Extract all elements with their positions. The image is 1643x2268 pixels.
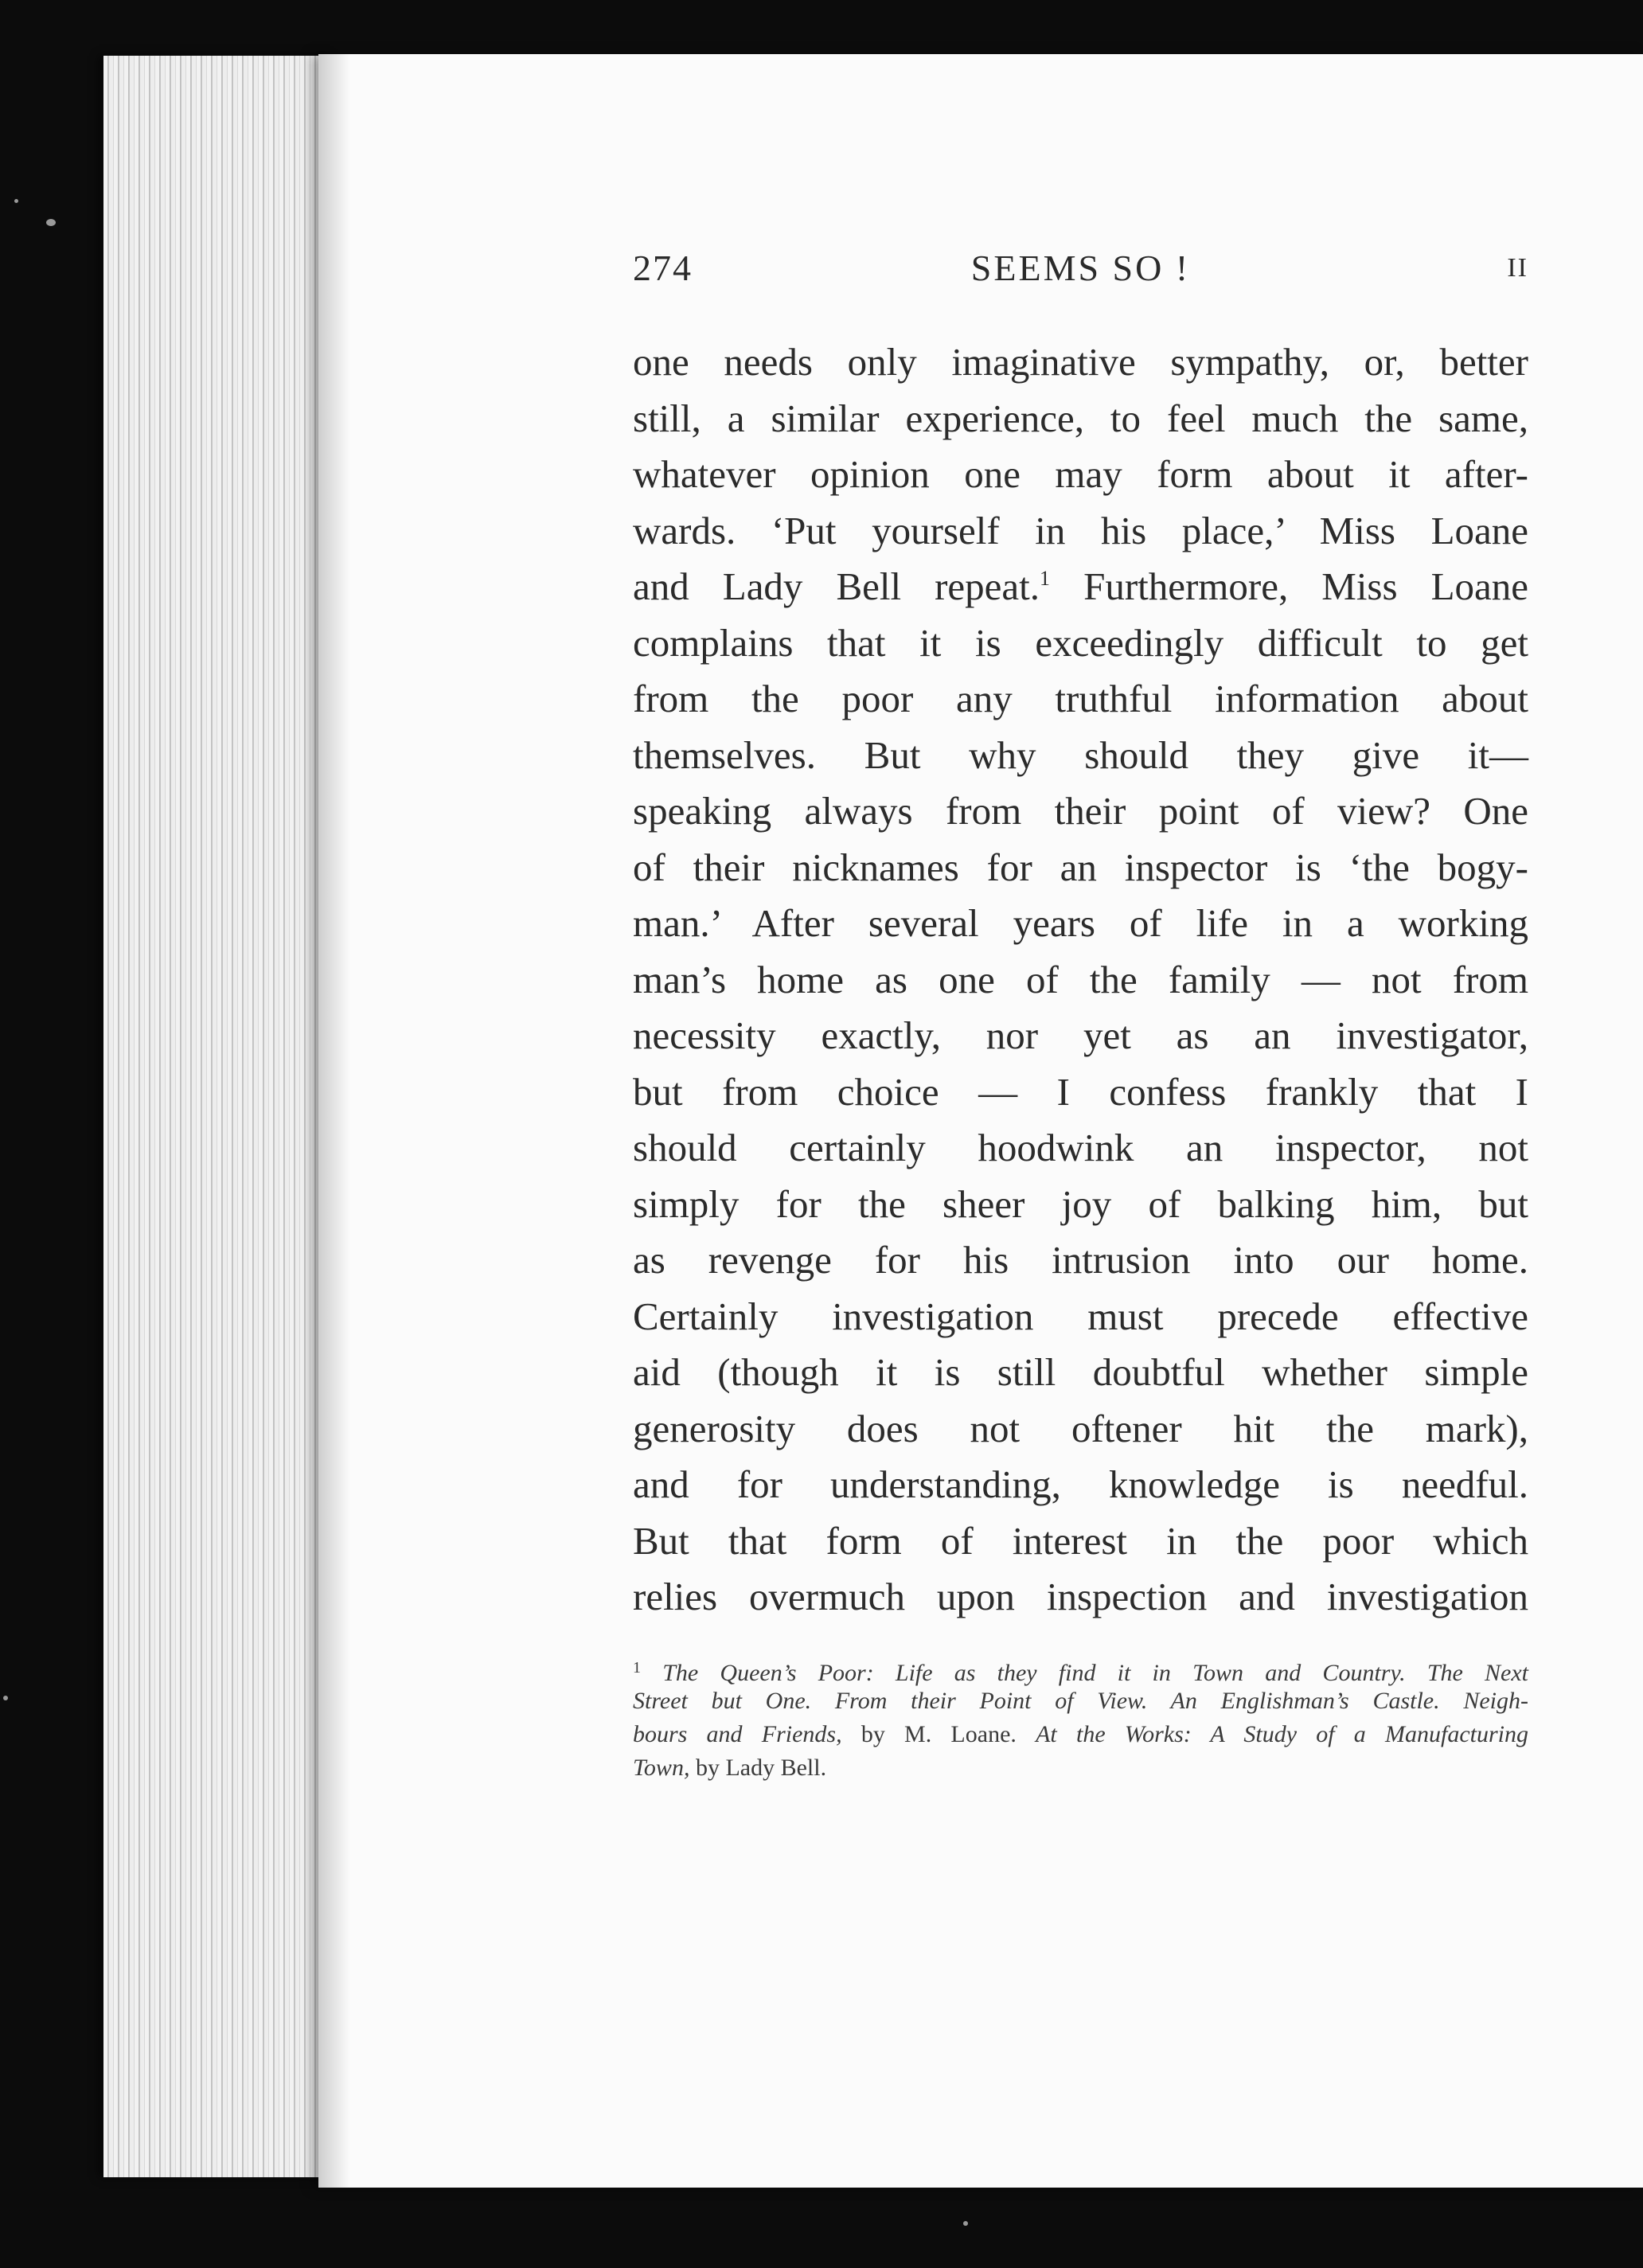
gutter-shadow: [318, 54, 350, 2188]
footnote-text: bours and Friends,: [633, 1721, 842, 1747]
footnote-line: [633, 1751, 1528, 1785]
text-line: complains that it is exceedingly difficult to get: [633, 620, 1528, 665]
footnote-line: [633, 1684, 1528, 1718]
text-line-with-footnote: [633, 559, 1528, 615]
footnote-line: [633, 1718, 1528, 1751]
footnote-text: At the Works: A Study of a Manufacturing: [1036, 1721, 1529, 1747]
text-line: man’s home as one of the family — not from: [633, 957, 1528, 1001]
running-head: [633, 247, 1528, 303]
footnote-text: by Lady Bell.: [695, 1755, 827, 1781]
footnote-text: Town,: [633, 1755, 690, 1781]
text-line: themselves. But why should they give it—: [633, 732, 1528, 777]
text-line: should certainly hoodwink an inspector, not: [633, 1126, 1528, 1169]
text-line: from the poor any truthful information about: [633, 677, 1528, 720]
chapter-number: II: [1507, 253, 1528, 283]
page-number: 274: [633, 248, 693, 288]
footnote-reference: 1: [1040, 567, 1051, 590]
scan-speck: [46, 219, 56, 226]
text-line: necessity exactly, nor yet as an investigator,: [633, 1013, 1528, 1057]
text-line: whatever opinion one may form about it after-: [633, 452, 1528, 496]
text-segment: and Lady Bell repeat.: [633, 564, 1040, 608]
text-line: speaking always from their point of view? One: [633, 789, 1528, 833]
text-line: relies overmuch upon inspection and investigation: [633, 1575, 1528, 1618]
text-line: But that form of interest in the poor which: [633, 1518, 1528, 1563]
text-line: Certainly investigation must precede effective: [633, 1294, 1528, 1338]
text-line: simply for the sheer joy of balking him, but: [633, 1181, 1528, 1226]
running-title: SEEMS SO !: [970, 248, 1191, 288]
text-line: aid (though it is still doubtful whether simple: [633, 1350, 1528, 1394]
footnote: [633, 1651, 1528, 1785]
text-segment: Furthermore, Miss Loane: [1083, 564, 1529, 608]
footnote-text: by M. Loane.: [861, 1721, 1017, 1747]
page-edges: [103, 56, 334, 2177]
scan-speck: [14, 199, 18, 203]
scan-speck: [963, 2221, 968, 2226]
text-line: generosity does not oftener hit the mark),: [633, 1406, 1528, 1450]
footnote-marker: 1: [633, 1659, 641, 1677]
footnote-text: The Queen’s Poor: Life as they find it in Town and Country. The Next: [662, 1660, 1528, 1686]
text-line: of their nicknames for an inspector is ‘the bogy-: [633, 845, 1528, 889]
text-line: one needs only imaginative sympathy, or, better: [633, 340, 1528, 384]
footnote-line: [633, 1651, 1528, 1684]
text-line: but from choice — I confess frankly that I: [633, 1069, 1528, 1114]
body-text: [633, 334, 1528, 1626]
footnote-text: Street but One. From their Point of View. An Englishman’s Castle. Neigh-: [633, 1688, 1528, 1714]
text-line: as revenge for his intrusion into our home.: [633, 1238, 1528, 1282]
text-line: wards. ‘Put yourself in his place,’ Miss Loane: [633, 508, 1528, 552]
scan-speck: [3, 1696, 8, 1700]
text-line: and for understanding, knowledge is needful.: [633, 1462, 1528, 1506]
text-line: still, a similar experience, to feel much the same,: [633, 396, 1528, 440]
text-line: man.’ After several years of life in a working: [633, 901, 1528, 945]
